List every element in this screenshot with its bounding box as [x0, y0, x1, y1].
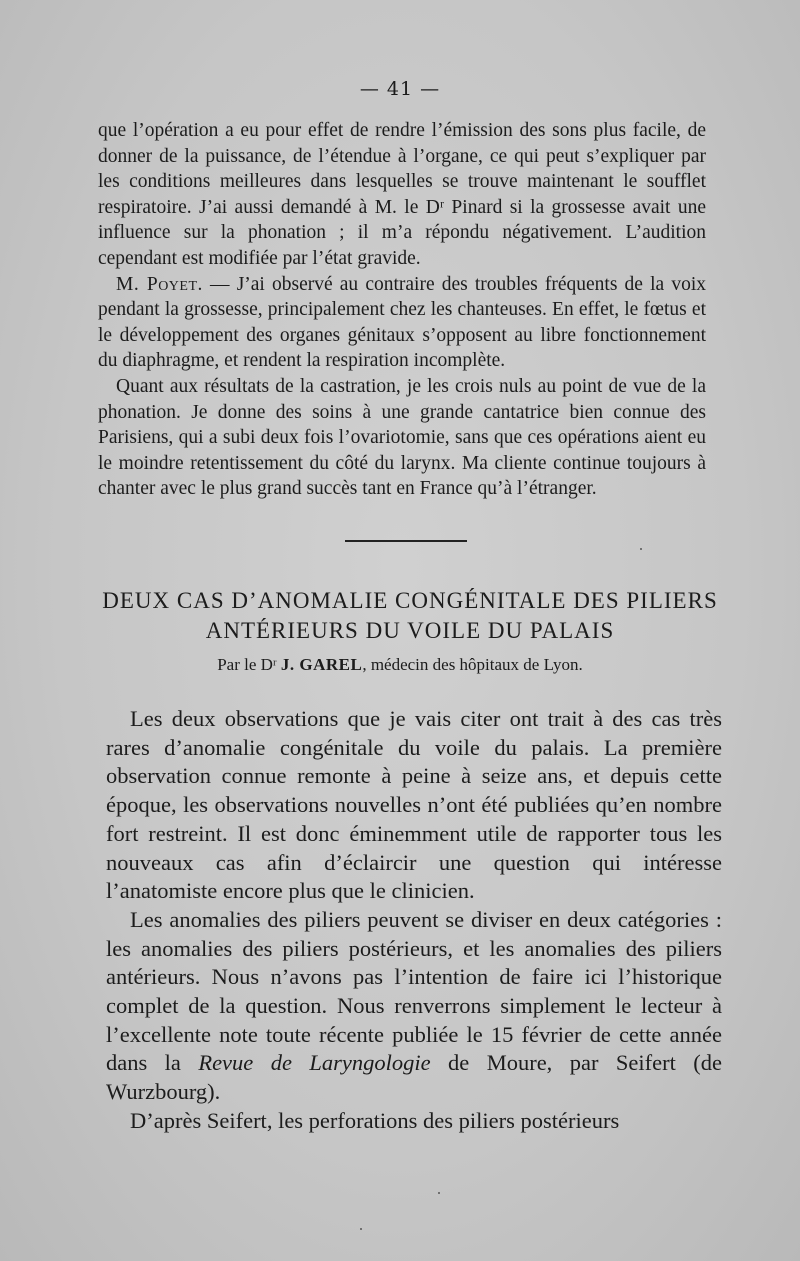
byline-author: J. GAREL: [280, 655, 363, 674]
article-paragraph-3: D’après Seifert, les perforations des piliers postérieurs: [130, 1107, 620, 1133]
discussion-paragraph-1: que l’opération a eu pour effet de rendre l’émission des sons plus facile, de donner de la puissance, de l’étendue à l’organe, ce qui peut s’expliquer par les conditions meilleures dans lesquelles se trouve maintenant le soufflet respiratoire. J’ai aussi demandé à M. le Dʳ Pinard si la grossesse avait une influence sur la phonation ; il m’a répondu négativement. L’audition cependant est modifiée par l’état gravide.: [98, 120, 706, 269]
paper-speck: [640, 548, 642, 550]
section-divider: [345, 540, 467, 542]
paper-speck: [360, 1228, 362, 1230]
byline-prefix: Par le Dʳ: [217, 655, 281, 674]
article-title-line-1: DEUX CAS D’ANOMALIE CONGÉNITALE DES PILIERS: [102, 588, 718, 613]
article-paragraph-2-end: de Moure, par Seifert (de Wurzbourg).: [106, 1050, 722, 1105]
article-paragraph-2-start: Les anomalies des piliers peuvent se diviser en deux catégories : les anomalies des piliers postérieurs, et les anomalies des piliers antérieurs. Nous n’avons pas l’intention de faire ici l’historique complet de la question. Nous renverrons simplement le lecteur à l’excellente note toute récente publiée le 15 février de cette année dans la: [106, 906, 722, 1076]
article-body: [106, 705, 722, 1136]
article-byline: [0, 655, 800, 675]
journal-title: Revue de Laryngologie: [198, 1050, 431, 1076]
article-paragraph-2: [106, 906, 722, 1107]
article-title: [70, 586, 750, 646]
discussion-paragraph-2-text: — J’ai observé au contraire des troubles fréquents de la voix pendant la grossesse, principalement chez les chanteuses. En effet, le fœtus et le développement des organes génitaux s’opposent au libre fonctionnement du diaphragme, et rendent la respiration incomplète.: [98, 273, 706, 372]
speaker-name: M. Poyet.: [116, 273, 203, 295]
article-title-line-2: ANTÉRIEURS DU VOILE DU PALAIS: [205, 618, 615, 643]
article-paragraph-1: Les deux observations que je vais citer ont trait à des cas très rares d’anomalie congénitale du voile du palais. La première observation connue remonte à peine à seize ans, et depuis cette époque, les observations nouvelles n’ont été publiées qu’en nombre fort restreint. Il est donc éminemment utile de rapporter tous les nouveaux cas afin d’éclaircir une question qui intéresse l’anatomiste encore plus que le clinicien.: [106, 706, 722, 904]
paper-speck: [438, 1192, 440, 1194]
discussion-paragraph-3: Quant aux résultats de la castration, je les crois nuls au point de vue de la phonation. Je donne des soins à une grande cantatrice bien connue des Parisiens, qui a subi deux fois l’ovariotomie, sans que ces opérations aient eu le moindre retentissement du côté du larynx. Ma cliente continue toujours à chanter avec le plus grand succès tant en France qu’à l’étranger.: [98, 375, 706, 500]
byline-suffix: , médecin des hôpitaux de Lyon.: [362, 655, 583, 674]
page-number: — 41 —: [359, 78, 441, 100]
discussion-paragraph-2: [98, 272, 706, 374]
discussion-text: [98, 118, 706, 502]
